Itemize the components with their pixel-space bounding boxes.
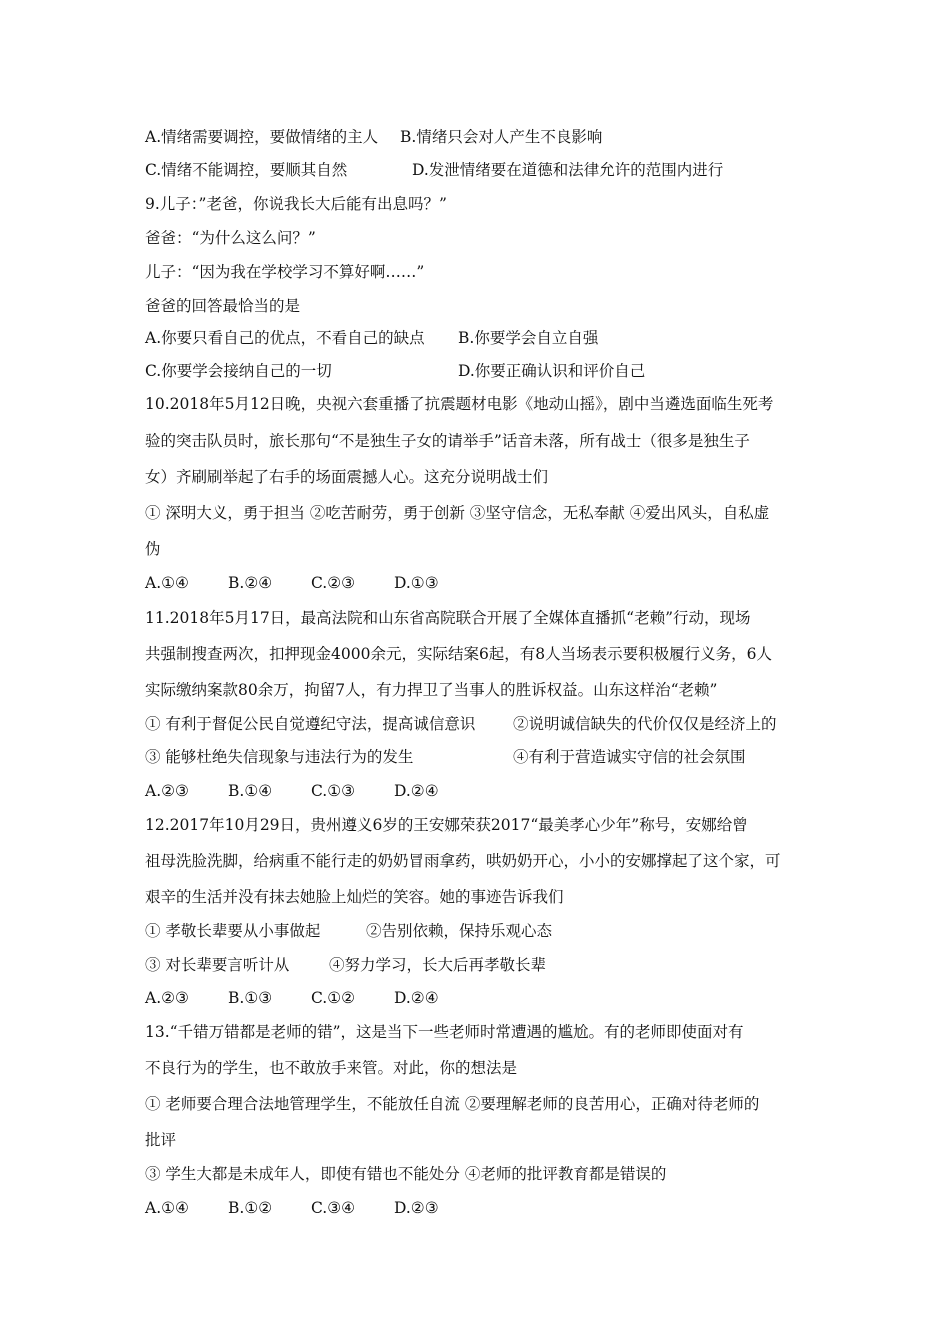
q11-statement-2: ②说明诚信缺失的代价仅仅是经济上的 [513, 715, 777, 733]
q10-stem-line2: 验的突击队员时，旅长那句“不是独生子女的请举手”话音未落，所有战士（很多是独生子 [145, 432, 750, 450]
q10-option-a: A.①④ [145, 574, 189, 592]
q9-option-a: A.你要只看自己的优点，不看自己的缺点 [145, 329, 425, 347]
q9-option-b: B.你要学会自立自强 [458, 329, 599, 347]
q13-option-b: B.①② [228, 1199, 273, 1217]
q12-statement-1: ① 孝敬长辈要从小事做起 [145, 922, 321, 940]
q12-stem-line3: 艰辛的生活并没有抹去她脸上灿烂的笑容。她的事迹告诉我们 [145, 888, 564, 906]
q12-option-b: B.①③ [228, 989, 273, 1007]
q13-stem-line1: 13.“千错万错都是老师的错”，这是当下一些老师时常遭遇的尴尬。有的老师即使面对有 [145, 1023, 744, 1041]
q11-stem-line1: 11.2018年5月17日，最高法院和山东省高院联合开展了全媒体直播抓“老赖”行动，现场 [145, 609, 751, 627]
q12-statement-3: ③ 对长辈要言听计从 [145, 956, 290, 974]
q9-stem-line3: 儿子：“因为我在学校学习不算好啊……” [145, 263, 425, 281]
q8-option-c: C.情绪不能调控，要顺其自然 [145, 161, 348, 179]
q9-stem-line4: 爸爸的回答最恰当的是 [145, 297, 301, 315]
q11-statement-1: ① 有利于督促公民自觉遵纪守法，提高诚信意识 [145, 715, 476, 733]
q13-option-a: A.①④ [145, 1199, 189, 1217]
q11-statement-3: ③ 能够杜绝失信现象与违法行为的发生 [145, 748, 414, 766]
q11-option-d: D.②④ [394, 782, 439, 800]
q9-stem-line1: 9.儿子：”老爸，你说我长大后能有出息吗？” [145, 195, 447, 213]
q12-option-a: A.②③ [145, 989, 189, 1007]
q13-statements-line3: ③ 学生大都是未成年人，即使有错也不能处分 ④老师的批评教育都是错误的 [145, 1165, 667, 1183]
q8-option-a: A.情绪需要调控，要做情绪的主人 [145, 128, 379, 146]
q13-option-d: D.②③ [394, 1199, 439, 1217]
q10-statements-line2: 伪 [145, 540, 161, 558]
q11-option-a: A.②③ [145, 782, 189, 800]
q12-statement-2: ②告别依赖，保持乐观心态 [366, 922, 553, 940]
q13-stem-line2: 不良行为的学生，也不敢放手来管。对此，你的想法是 [145, 1059, 518, 1077]
q13-statements-line2: 批评 [145, 1131, 177, 1149]
q10-stem-line1: 10.2018年5月12日晚，央视六套重播了抗震题材电影《地动山摇》，剧中当遴选面临生死考 [145, 395, 774, 413]
q12-statement-4: ④努力学习，长大后再孝敬长辈 [329, 956, 547, 974]
q10-stem-line3: 女）齐刷刷举起了右手的场面震撼人心。这充分说明战士们 [145, 468, 549, 486]
q13-statements-line1: ① 老师要合理合法地管理学生，不能放任自流 ②要理解老师的良苦用心，正确对待老师的 [145, 1095, 760, 1113]
q9-option-d: D.你要正确认识和评价自己 [458, 362, 646, 380]
q12-stem-line1: 12.2017年10月29日，贵州遵义6岁的王安娜荣获2017“最美孝心少年”称号，安娜给曾 [145, 816, 748, 834]
q11-stem-line2: 共强制搜查两次，扣押现金4000余元，实际结案6起，有8人当场表示要积极履行义务，6人 [145, 645, 773, 663]
q13-option-c: C.③④ [311, 1199, 356, 1217]
q12-option-d: D.②④ [394, 989, 439, 1007]
q9-option-c: C.你要学会接纳自己的一切 [145, 362, 332, 380]
q11-option-c: C.①③ [311, 782, 356, 800]
q11-option-b: B.①④ [228, 782, 273, 800]
q10-option-c: C.②③ [311, 574, 356, 592]
q11-stem-line3: 实际缴纳案款80余万，拘留7人，有力捍卫了当事人的胜诉权益。山东这样治“老赖” [145, 681, 718, 699]
q10-statements-line1: ① 深明大义，勇于担当 ②吃苦耐劳，勇于创新 ③坚守信念，无私奉献 ④爱出风头，自私虚 [145, 504, 770, 522]
q11-statement-4: ④有利于营造诚实守信的社会氛围 [513, 748, 746, 766]
q12-option-c: C.①② [311, 989, 356, 1007]
q8-option-b: B.情绪只会对人产生不良影响 [400, 128, 603, 146]
q9-stem-line2: 爸爸：“为什么这么问？” [145, 229, 316, 247]
q10-option-b: B.②④ [228, 574, 273, 592]
q10-option-d: D.①③ [394, 574, 439, 592]
q8-option-d: D.发泄情绪要在道德和法律允许的范围内进行 [412, 161, 724, 179]
q12-stem-line2: 祖母洗脸洗脚，给病重不能行走的奶奶冒雨拿药，哄奶奶开心，小小的安娜撑起了这个家，可 [145, 852, 781, 870]
